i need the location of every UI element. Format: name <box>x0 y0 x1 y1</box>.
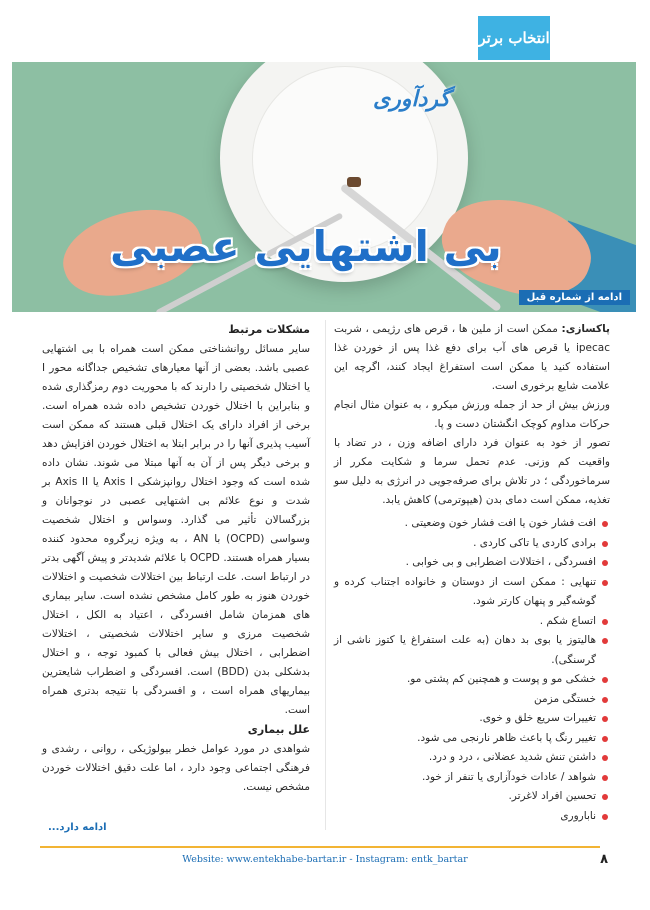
list-item: خستگی مزمن <box>334 690 610 710</box>
page-number: ۸ <box>600 852 608 867</box>
list-item: تنهایی : ممکن است از دوستان و خانواده اجتناب کرده و گوشه‌گیر و پنهان کارتر شود. <box>334 573 610 612</box>
paragraph-text: ممکن است از ملین ها ، قرص های رژیمی ، شربت ipecac یا قرص های آب برای دفع غذا پس از خوردن غذا استفاده کنید یا ممکن است استفراغ ایجاد کنند، اگرچه این علامت شایع برخوری است. <box>334 323 610 392</box>
right-column <box>334 320 610 826</box>
list-item: شواهد / عادات خودآزاری یا تنفر از خود. <box>334 768 610 788</box>
list-item: ناباروری <box>334 807 610 827</box>
paragraph-self-image: تصور از خود به عنوان فرد دارای اضافه وزن ، در تضاد با واقعیت کم وزنی. عدم تحمل سرما و شکایت مکرر از سرماخوردگی ؛ در تلاش برای صرفه‌جویی در انرژی به دلیل سو تغذیه، ممکن است دمای بدن (هیپوترمی) کاهش یابد. <box>334 437 610 506</box>
hero-image <box>12 62 636 312</box>
column-divider <box>325 320 326 830</box>
food-morsel <box>347 177 361 187</box>
paragraph-related-problems: سایر مسائل روانشناختی ممکن است همراه با بی اشتهایی عصبی باشد. بعضی از آنها معیارهای تشخیص جداگانه محور I یا اختلال شخصیتی را دارند که با محوریت دوم رمزگذاری شده و بنابراین با اختلال خوردن تشخیص داده شده همراه است. برخی از افراد دارای یک اختلال قبلی هستند که ممکن است آسیب پذیری آنها را در برابر ابتلا به اختلال خوردن افزایش دهد و برخی دیگر پس از آن به آنها مبتلا می شوند. نشان داده شده است که وجود اختلال روانپزشکی Axis I یا Axis II بر شدت و نوع علائم بی اشتهایی عصبی در نوجوانان و بزرگسالان تأثیر می گذارد. وسواس و اختلال شخصیت وسواسی (OCPD) با AN ، به ویژه زیرگروه محدود کننده بسیار همراه هستند. OCPD با علائم شدیدتر و پیش آگهی بدتر در ارتباط است. علت ارتباط بین اختلالات شخصیت و اختلالات خوردن هنوز به طور کامل مشخص نشده است. سایر بیماری های همزمان شامل افسردگی ، اعتیاد به الکل ، اختلال شخصیت مرزی و سایر اختلالات شخصیتی ، اختلالات اضطرابی ، اختلال بیش فعالی با کمبود توجه ، و اختلال بدشکلی بدن (BDD) است. افسردگی و اضطراب شایعترین بیماریهای همراه است ، و افسردگی با نتیجه بدتری همراه است. <box>42 343 310 716</box>
to-be-continued: ادامه دارد... <box>48 822 107 833</box>
logo-text: انتخاب برتر <box>478 29 550 47</box>
list-item: تغییرات سریع خلق و خوی. <box>334 709 610 729</box>
list-item: هالیتوز یا بوی بد دهان (به علت استفراغ یا کتوز ناشی از گرسنگی). <box>334 631 610 670</box>
paragraph-causes: شواهدی در مورد عوامل خطر بیولوژیکی ، روانی ، رشدی و فرهنگی اجتماعی وجود دارد ، اما علت دقیق اختلالات خوردن مشخص نیست. <box>42 743 310 793</box>
paragraph-purging <box>334 320 610 396</box>
list-item: تغییر رنگ پا باعث ظاهر نارنجی می شود. <box>334 729 610 749</box>
symptom-list <box>334 514 610 826</box>
left-column <box>42 320 310 797</box>
footer-website[interactable]: Website: www.entekhabe-bartar.ir - Instagram: entk_bartar <box>182 854 468 865</box>
list-item: افسردگی ، اختلالات اضطرابی و بی خوابی . <box>334 553 610 573</box>
paragraph-exercise: ورزش بیش از حد از جمله ورزش میکرو ، به عنوان مثال انجام حرکات مداوم کوچک انگشتان دست و پا. <box>334 399 610 430</box>
heading-causes: علل بیماری <box>247 723 310 736</box>
list-item: تحسین افراد لاغرتر. <box>334 787 610 807</box>
list-item: افت فشار خون یا افت فشار خون وضعیتی . <box>334 514 610 534</box>
list-item: داشتن تنش شدید عضلانی ، درد و درد. <box>334 748 610 768</box>
list-item: خشکی مو و پوست و همچنین کم پشتی مو. <box>334 670 610 690</box>
continued-from-tag: ادامه از شماره قبل <box>519 290 630 305</box>
paragraph-lead: پاکسازی: <box>561 323 610 335</box>
footer-divider <box>40 846 600 848</box>
section-label: گردآوری <box>373 86 450 112</box>
heading-related-problems: مشکلات مرتبط <box>228 323 310 336</box>
list-item: برادی کاردی یا تاکی کاردی . <box>334 534 610 554</box>
article-headline: بی اشتهایی عصبی <box>110 222 502 271</box>
magazine-logo <box>478 16 550 60</box>
list-item: اتساع شکم . <box>334 612 610 632</box>
